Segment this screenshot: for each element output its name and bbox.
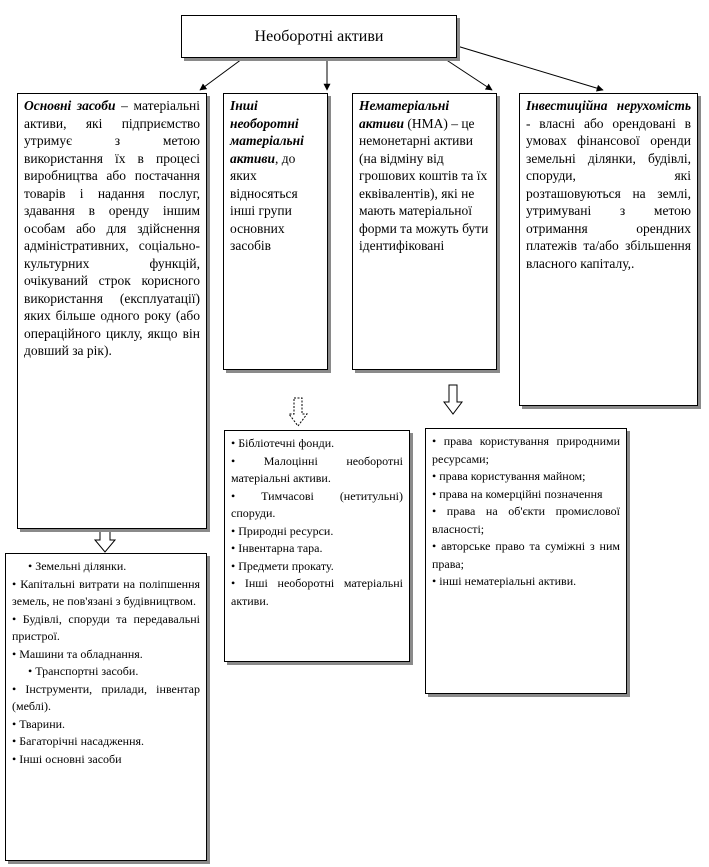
arrow-to-investment-property xyxy=(457,46,603,90)
category-description: , до яких відносяться інші групи основних засобів xyxy=(230,150,298,253)
category-other-tangible xyxy=(223,93,328,370)
block-arrow-intangible xyxy=(444,385,462,414)
list-item: • Тварини. xyxy=(12,716,200,734)
category-investment-property xyxy=(519,93,698,406)
list-item: • права на комерційні позначення xyxy=(432,486,620,504)
diagram-title: Необоротні активи xyxy=(181,15,457,58)
list-item: • Малоцінні необоротні матеріальні активи. xyxy=(231,453,403,488)
category-description: - власні або орендовані в умовах фінансової оренди земельні ділянки, будівлі, споруди, які розташовуються на землі, утримувані з метою отримання орендних платежів та/або збільшення власного капіталу,. xyxy=(526,115,691,271)
category-term: Інші необоротні матеріальні активи xyxy=(230,98,304,166)
arrow-to-fixed-assets xyxy=(200,59,242,90)
list-item: • Земельні ділянки. xyxy=(12,558,200,576)
list-item: • авторське право та суміжні з ним права; xyxy=(432,538,620,573)
list-other-tangible xyxy=(224,430,410,662)
list-item: • Транспортні засоби. xyxy=(12,663,200,681)
list-item: • Будівлі, споруди та передавальні пристрої. xyxy=(12,611,200,646)
list-item: • Інші необоротні матеріальні активи. xyxy=(231,575,403,610)
list-item: • Багаторічні насадження. xyxy=(12,733,200,751)
list-item: • Капітальні витрати на поліпшення земель, не пов'язані з будівництвом. xyxy=(12,576,200,611)
list-item: • права на об'єкти промислової власності; xyxy=(432,503,620,538)
list-item: • права користування природними ресурсами; xyxy=(432,433,620,468)
list-item: • Природні ресурси. xyxy=(231,523,403,541)
category-intangible xyxy=(352,93,497,370)
list-item: • Бібліотечні фонди. xyxy=(231,435,403,453)
category-description: – матеріальні активи, які підприємство утримує з метою використання їх в процесі виробництва або постачання товарів і надання послуг, здавання в оренду іншим особам або для здійснення адміністративних, соціально-культурних функцій, очікуваний строк корисного використання (експлуатації) яких більше одного року (або операційного циклу, якщо він довший за рік). xyxy=(24,98,200,358)
block-arrow-other-tangible xyxy=(289,398,307,426)
category-term: Нематеріальні активи xyxy=(359,98,450,131)
list-item: • інші нематеріальні активи. xyxy=(432,573,620,591)
list-item: • права користування майном; xyxy=(432,468,620,486)
list-fixed-assets xyxy=(5,553,207,861)
list-item: • Предмети прокату. xyxy=(231,558,403,576)
list-item: • Тимчасові (нетитульні) споруди. xyxy=(231,488,403,523)
list-item: • Інвентарна тара. xyxy=(231,540,403,558)
list-item: • Інструменти, прилади, інвентар (меблі). xyxy=(12,681,200,716)
list-intangible xyxy=(425,428,627,694)
category-term: Інвестиційна нерухомість xyxy=(526,98,691,113)
list-item: • Машини та обладнання. xyxy=(12,646,200,664)
arrow-to-intangible xyxy=(445,59,492,90)
category-description: (НМА) – це немонетарні активи (на відміну від грошових коштів та їх еквівалентів), які не мають матеріальної форми та можуть бути ідентифіковані xyxy=(359,115,489,253)
block-arrow-fixed-assets xyxy=(95,530,115,552)
category-term: Основні засоби xyxy=(24,98,116,113)
list-item: • Інші основні засоби xyxy=(12,751,200,769)
category-fixed-assets xyxy=(17,93,207,529)
